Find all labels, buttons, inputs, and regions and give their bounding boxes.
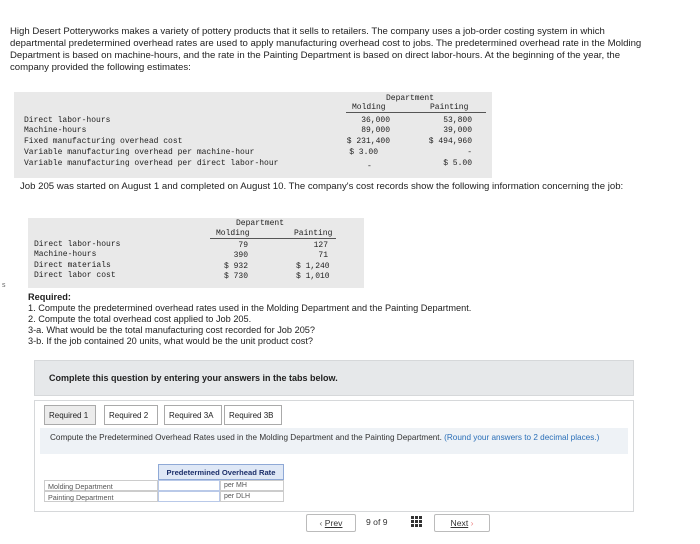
estimates-molding-value: -	[367, 162, 372, 171]
job-row-label: Machine-hours	[34, 250, 97, 259]
estimates-molding-value: 89,000	[361, 126, 390, 135]
pohr-unit: per DLH	[220, 491, 284, 502]
job-molding-value: $ 730	[224, 272, 249, 281]
estimates-molding-value: $ 3.00	[349, 148, 378, 157]
job-molding-value: 79	[238, 241, 248, 250]
required-heading: Required:	[28, 292, 71, 302]
page-total: 9	[382, 517, 388, 527]
job-painting-value: 127	[313, 241, 328, 250]
tab-instruction-main: Compute the Predetermined Overhead Rates used in the Molding Department and the Painting Department.	[50, 433, 442, 442]
next-label: Next	[450, 518, 469, 528]
estimates-row-label: Variable manufacturing overhead per machine-hour	[24, 148, 255, 157]
tab-instruction	[50, 433, 610, 443]
next-button[interactable]	[434, 514, 490, 532]
job-col-molding: Molding	[216, 229, 250, 238]
estimates-dept-header: Department	[386, 94, 435, 103]
job-dept-header: Department	[236, 219, 285, 228]
page-current: 9	[366, 517, 371, 527]
intro-paragraph: High Desert Potteryworks makes a variety of pottery products that it sells to retailers. The company uses a job-order costing system in which departmental predetermined overhead rates are used to apply manufacturing overhead cost to jobs. The predetermined overhead rate in the Molding Department is based on machine-hours, and the rate in the Painting Department is based on direct labor-hours. At the beginning of the year, the company provided the following estimates:	[10, 26, 642, 73]
job-painting-value: 71	[318, 251, 328, 260]
estimates-col-molding: Molding	[352, 103, 386, 112]
prev-label: Prev	[324, 518, 343, 528]
estimates-molding-value: $ 231,400	[346, 137, 390, 146]
instructions-text: Complete this question by entering your answers in the tabs below.	[49, 373, 338, 383]
job-painting-value: $ 1,240	[296, 262, 330, 271]
tab-required-3a[interactable]: Required 3A	[164, 405, 222, 425]
page-of: of	[373, 517, 381, 527]
estimates-molding-value: 36,000	[361, 116, 390, 125]
required-item: 3-a. What would be the total manufacturing cost recorded for Job 205?	[28, 325, 316, 335]
estimates-painting-value: 39,000	[443, 126, 472, 135]
chevron-left-icon: ‹	[319, 518, 323, 528]
estimates-row-label: Fixed manufacturing overhead cost	[24, 137, 183, 146]
estimates-row-label: Machine-hours	[24, 126, 87, 135]
estimates-row-label: Direct labor-hours	[24, 116, 111, 125]
margin-mark: s	[2, 282, 6, 289]
estimates-col-painting: Painting	[430, 103, 469, 112]
molding-rate-input[interactable]	[158, 480, 220, 491]
required-item: 1. Compute the predetermined overhead rates used in the Molding Department and the Painting Department.	[28, 303, 472, 313]
job-paragraph: Job 205 was started on August 1 and completed on August 10. The company's cost records show the following information concerning the job:	[20, 181, 624, 192]
job-molding-value: $ 932	[224, 262, 249, 271]
chevron-right-icon: ›	[470, 518, 474, 528]
pohr-header: Predetermined Overhead Rate	[158, 464, 284, 480]
estimates-row-label: Variable manufacturing overhead per direct labor-hour	[24, 159, 279, 168]
estimates-painting-value: $ 494,960	[428, 137, 472, 146]
pohr-row-label: Painting Department	[44, 491, 158, 502]
required-item: 2. Compute the total overhead cost applied to Job 205.	[28, 314, 252, 324]
job-row-label: Direct materials	[34, 261, 111, 270]
required-section	[28, 292, 668, 347]
pohr-unit: per MH	[220, 480, 284, 491]
job-row-label: Direct labor cost	[34, 271, 116, 280]
instructions-banner	[34, 360, 634, 396]
job-row-label: Direct labor-hours	[34, 240, 121, 249]
estimates-painting-value: $ 5.00	[443, 159, 472, 168]
required-item: 3-b. If the job contained 20 units, what would be the unit product cost?	[28, 336, 313, 346]
tab-instruction-note: (Round your answers to 2 decimal places.)	[444, 433, 600, 442]
pohr-row-label: Molding Department	[44, 480, 158, 491]
job-painting-value: $ 1,010	[296, 272, 330, 281]
grid-icon[interactable]	[411, 516, 423, 528]
estimates-painting-value: 53,800	[443, 116, 472, 125]
page-indicator	[366, 517, 388, 527]
tab-required-3b[interactable]: Required 3B	[224, 405, 282, 425]
prev-button[interactable]	[306, 514, 356, 532]
estimates-painting-value: -	[467, 148, 472, 157]
tab-required-2[interactable]: Required 2	[104, 405, 158, 425]
painting-rate-input[interactable]	[158, 491, 220, 502]
job-col-painting: Painting	[294, 229, 333, 238]
job-molding-value: 390	[233, 251, 248, 260]
tab-required-1[interactable]: Required 1	[44, 405, 96, 425]
